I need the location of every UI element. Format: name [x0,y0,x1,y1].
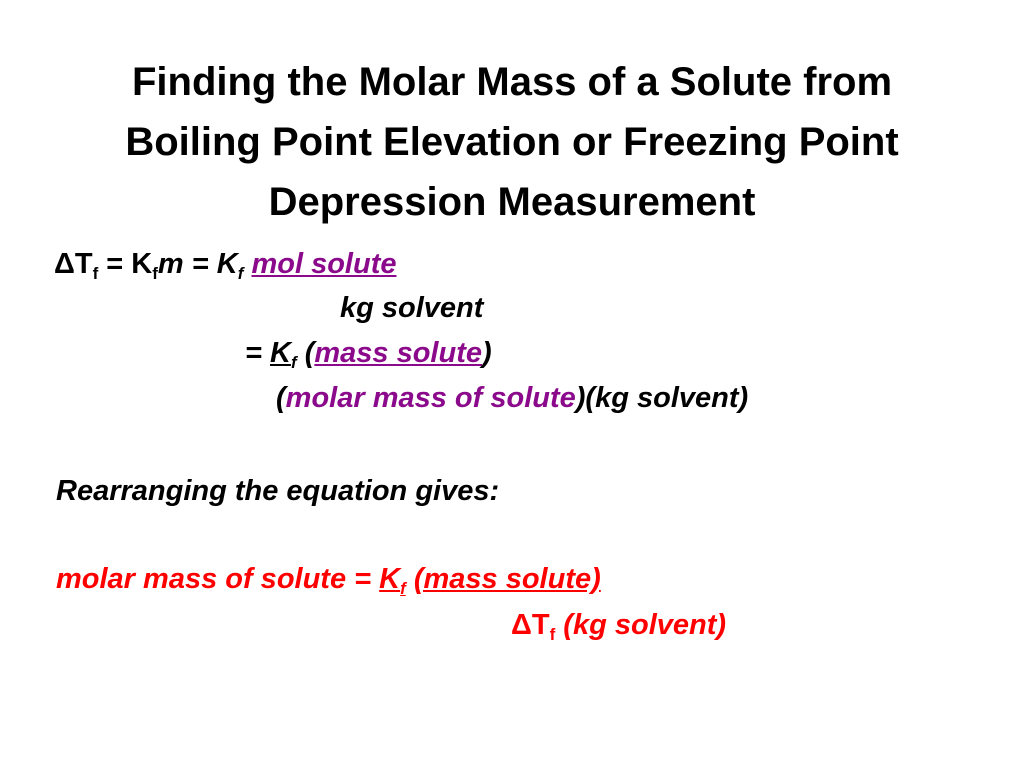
equals-sign: = [191,248,209,280]
rearranging-text: Rearranging the equation gives: [56,475,500,507]
open-paren: ( [276,382,286,414]
slide-title [0,52,1024,232]
fraction-numerator-mol-solute: mol solute [251,248,397,280]
equation-2-denominator-line [276,381,748,415]
equation-3-denominator-line [511,608,726,642]
equals-sign: = [106,248,124,280]
title-line-3: Depression Measurement [268,180,756,224]
subscript-f: f [400,579,406,598]
subscript-f: f [152,264,158,283]
equation-1-numerator-line [54,247,396,281]
numerator-mass-solute: mass solute [314,337,482,369]
denominator-kg-solvent: )(kg solvent) [575,382,749,414]
denominator-kg-solvent: (kg solvent) [563,609,727,641]
numerator-mass-solute: (mass solute) [413,563,601,595]
title-line-1: Finding the Molar Mass of a Solute from [131,60,893,104]
k-constant-italic: K [216,248,238,280]
equation-2-numerator-line [245,336,492,370]
subscript-f: f [237,264,244,283]
k-constant: K [131,248,153,280]
close-paren: ) [482,337,492,369]
fraction-denominator-kg-solvent: kg solvent [340,292,484,324]
k-constant-italic: K [379,563,401,595]
subscript-f: f [290,353,297,372]
lhs-molar-mass-of-solute: molar mass of solute = [56,563,372,595]
equals-sign: = [245,337,262,369]
title-line-2: Boiling Point Elevation or Freezing Point [125,120,899,164]
equation-3-numerator-line [56,562,601,596]
subscript-f: f [92,264,99,283]
open-paren: ( [304,337,315,369]
k-constant-italic: K [270,337,291,369]
subscript-f: f [549,625,556,644]
denominator-molar-mass-of-solute: molar mass of solute [285,382,576,414]
molality-m: m [157,248,184,280]
delta-t-symbol: ΔT [54,248,93,280]
delta-t-symbol: ΔT [511,609,550,641]
